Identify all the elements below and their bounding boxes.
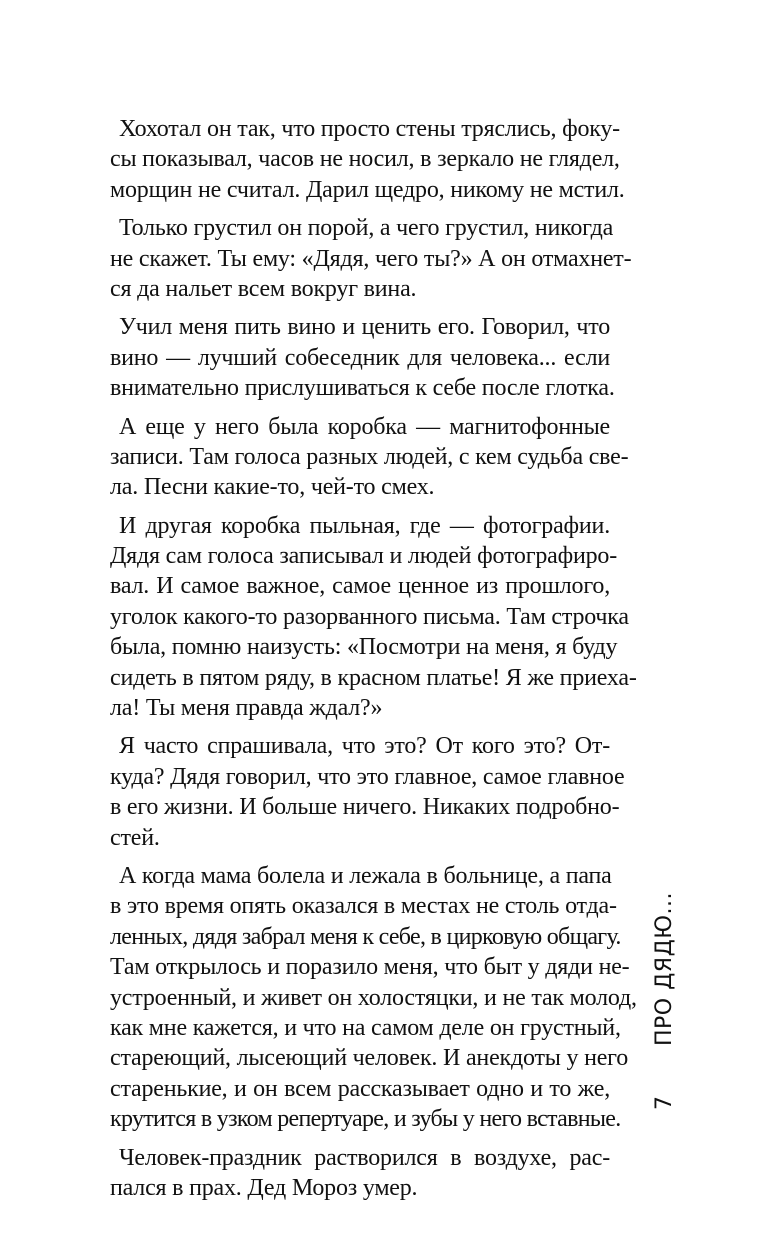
paragraph: [110, 312, 615, 403]
text-line: в это время опять оказался в местах не столь отда-: [110, 893, 617, 920]
text-line: не скажет. Ты ему: «Дядя, чего ты?» А он отмахнет-: [110, 245, 632, 272]
text-line: Я часто спрашивала, что это? От кого это? От-: [119, 733, 610, 760]
text-line: ся да нальет всем вокруг вина.: [110, 275, 417, 302]
paragraph: [110, 511, 637, 724]
text-line: была, помню наизусть: «Посмотри на меня, я буду: [110, 634, 618, 661]
text-line: ла. Песни какие-то, чей-то смех.: [110, 474, 435, 501]
paragraph: [110, 412, 629, 503]
paragraph: [110, 731, 625, 853]
paragraph: [110, 114, 625, 205]
text-line: стареющий, лысеющий человек. И анекдоты у него: [110, 1045, 629, 1072]
text-line: А еще у него была коробка — магнитофонные: [119, 413, 610, 440]
paragraph: [110, 1143, 610, 1204]
text-line: сы показывал, часов не носил, в зеркало не глядел,: [110, 146, 620, 173]
text-line: стей.: [110, 824, 160, 851]
text-line: старенькие, и он всем рассказывает одно и то же,: [110, 1075, 610, 1102]
text-line: Человек-праздник растворился в воздухе, рас-: [119, 1144, 610, 1171]
text-line: записи. Там голоса разных людей, с кем судьба све-: [110, 443, 629, 470]
text-line: Хохотал он так, что просто стены тряслись, фоку-: [119, 116, 620, 142]
text-line: крутится в узком репертуаре, и зубы у него вставные.: [110, 1106, 621, 1133]
text-line: пался в прах. Дед Мороз умер.: [110, 1174, 418, 1201]
text-line: ленных, дядя забрал меня к себе, в цирковую общагу.: [110, 923, 621, 950]
text-line: вино — лучший собеседник для человека... если: [110, 344, 610, 371]
text-line: в его жизни. И больше ничего. Никаких подробно-: [110, 794, 620, 821]
text-line: вал. И самое важное, самое ценное из прошлого,: [110, 573, 610, 600]
page-number: 7: [652, 1096, 677, 1110]
text-line: морщин не считал. Дарил щедро, никому не мстил.: [110, 176, 625, 203]
text-line: Там открылось и поразило меня, что быт у дяди не-: [110, 954, 630, 981]
page-body: [110, 114, 637, 1203]
running-head: ПРО ДЯДЮ...: [652, 891, 677, 1046]
text-line: сидеть в пятом ряду, в красном платье! Я же приеха-: [110, 664, 637, 691]
text-line: внимательно прислушиваться к себе после глотка.: [110, 375, 615, 402]
text-line: Дядя сам голоса записывал и людей фотографиро-: [110, 543, 618, 570]
text-line: как мне кажется, и что на самом деле он грустный,: [110, 1014, 621, 1041]
text-line: А когда мама болела и лежала в больнице, а папа: [119, 862, 612, 889]
text-line: И другая коробка пыльная, где — фотографии.: [119, 512, 610, 539]
paragraph: [110, 861, 637, 1135]
text-line: устроенный, и живет он холостяцки, и не так молод,: [110, 984, 637, 1011]
text-line: ла! Ты меня правда ждал?»: [110, 695, 383, 722]
text-line: куда? Дядя говорил, что это главное, самое главное: [110, 763, 625, 790]
paragraph: [110, 213, 632, 304]
text-line: Только грустил он порой, а чего грустил, никогда: [119, 215, 614, 242]
text-line: уголок какого-то разорванного письма. Там строчка: [110, 603, 629, 630]
text-line: Учил меня пить вино и ценить его. Говорил, что: [119, 314, 610, 341]
